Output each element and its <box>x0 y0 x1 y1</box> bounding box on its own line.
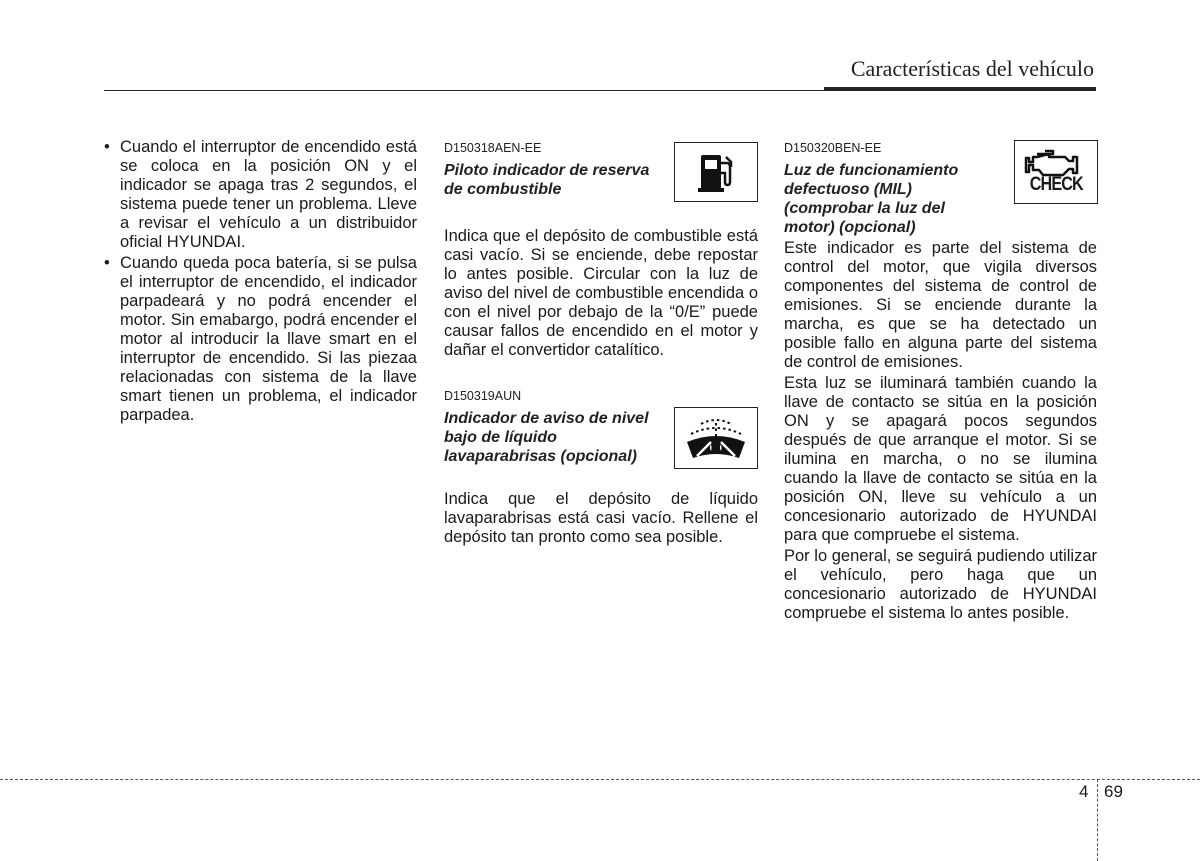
check-label: CHECK <box>1029 174 1083 195</box>
section-code: D150319AUN <box>444 389 522 403</box>
page-header-title: Características del vehículo <box>850 56 1094 81</box>
chapter-number: 4 <box>1079 782 1089 801</box>
section-paragraph: Por lo general, se seguirá pudiendo utilizar el vehículo, pero haga que un concesionario autorizado de HYUNDAI compruebe el sistema lo antes posible. <box>784 547 1097 622</box>
fuel-indicator-box <box>674 142 758 202</box>
column-1 <box>104 138 417 427</box>
bullet-item: • Cuando el interruptor de encendido está se coloca en la posición ON y el indicador se apaga tras 2 segundos, el sistema puede tener un problema. Lleve a revisar el vehículo a un distribuidor oficial HYUNDAI. <box>104 138 417 252</box>
section-heading: Indicador de aviso de nivel bajo de líquido lavaparabrisas (opcional) <box>444 410 649 465</box>
bullet-list <box>104 138 417 425</box>
section-heading: Piloto indicador de reserva de combustible <box>444 162 650 198</box>
section-paragraph: Este indicador es parte del sistema de control del motor, que vigila diversos componentes del sistema de control de emisiones. Si se enciende durante la marcha, es que se ha detectado un posible fallo en alguna parte del sistema de control de emisiones. <box>784 239 1097 371</box>
section-body: Indica que el depósito de líquido lavaparabrisas está casi vacío. Rellene el depósito tan pronto como sea posible. <box>444 490 758 546</box>
section-code: D150320BEN-EE <box>784 141 882 155</box>
fuel-pump-icon <box>693 149 739 195</box>
footer-divider <box>1097 779 1098 861</box>
header-rule-thin <box>104 90 824 91</box>
section-body: Indica que el depósito de combustible está casi vacío. Si se enciende, debe repostar lo antes posible. Circular con la luz de aviso del nivel de combustible encendida o con el nivel por debajo de la “0/E” puede causar fallos de encendido en el motor y dañar el convertidor catalítico. <box>444 227 758 359</box>
column-3 <box>784 141 1097 623</box>
header-rule-thick <box>824 87 1096 91</box>
footer-rule <box>0 779 1200 780</box>
page-number: 69 <box>1104 782 1123 801</box>
section-paragraph: Esta luz se iluminará también cuando la llave de contacto se sitúa en la posición ON y se apagará pocos segundos después de que arranque el motor. Si se ilumina en marcha, o no se ilumina cuando la llave de contacto se sitúa en la posición ON, lleve su vehículo a un concesionario autorizado de HYUNDAI para que compruebe el sistema. <box>784 374 1097 544</box>
section-heading: Luz de funcionamiento defectuoso (MIL) (comprobar la luz del motor) (opcional) <box>784 162 959 236</box>
washer-indicator-box <box>674 407 758 469</box>
section-code: D150318AEN-EE <box>444 141 542 155</box>
check-engine-indicator-box <box>1014 140 1098 204</box>
bullet-item: • Cuando queda poca batería, si se pulsa el interruptor de encendido, el indicador parpadeará y no podrá encender el motor. Sin emabargo, podrá encender el motor al introducir la llave smart en el interruptor de encendido. Si las piezaa relacionadas con sistema de la llave smart tienen un problema, el indicador parpadea. <box>104 254 417 425</box>
washer-fluid-icon <box>681 412 751 464</box>
